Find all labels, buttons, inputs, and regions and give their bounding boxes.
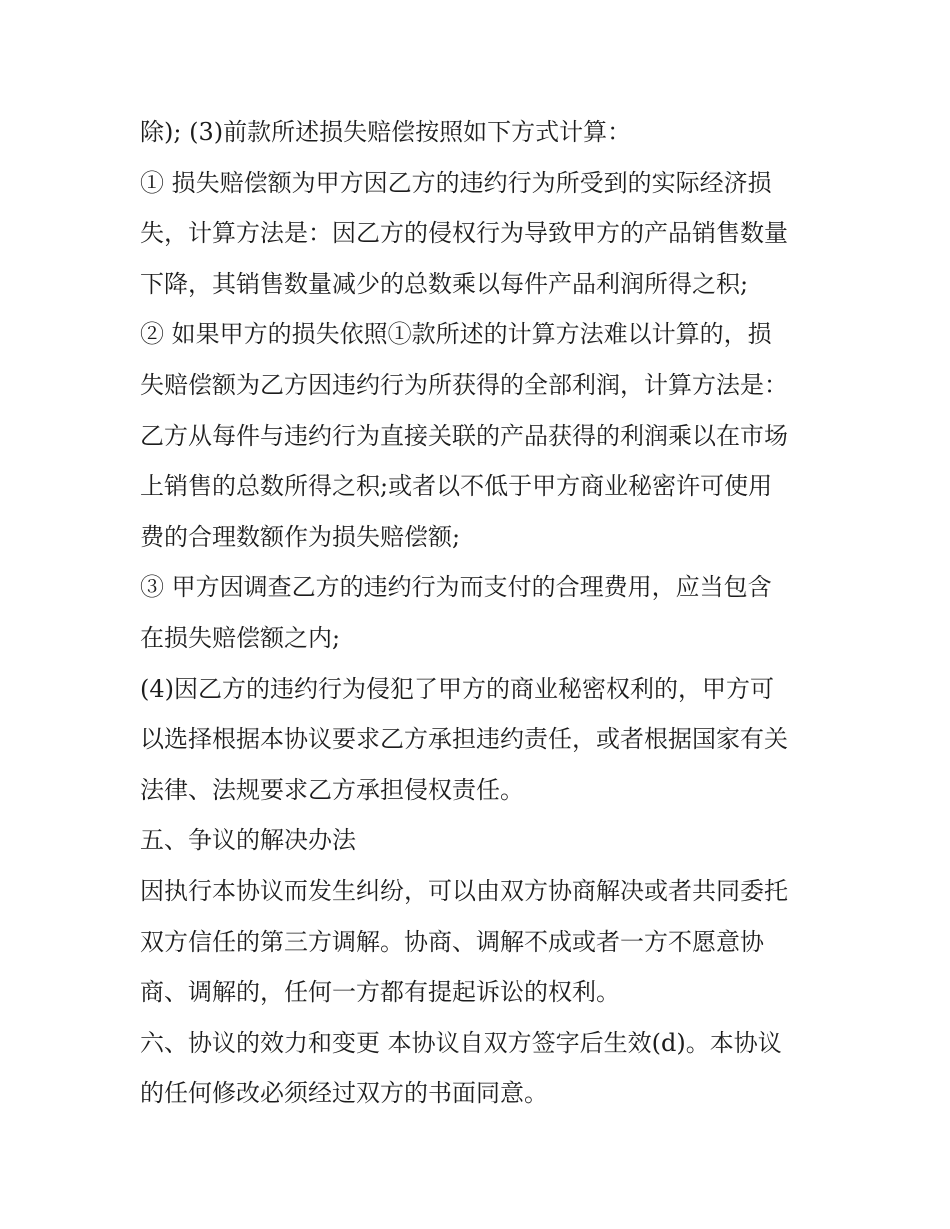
text-line: 因执行本协议而发生纠纷，可以由双方协商解决或者共同委托 — [140, 876, 788, 905]
text-line: 双方信任的第三方调解。协商、调解不成或者一方不愿意协 — [140, 927, 764, 956]
text-line: 的任何修改必须经过双方的书面同意。 — [140, 1079, 548, 1108]
text-line: (4)因乙方的违约行为侵犯了甲方的商业秘密权利的，甲方可 — [140, 674, 774, 703]
text-line: 失赔偿额为乙方因违约行为所获得的全部利润，计算方法是： — [140, 370, 788, 399]
text-line: ① 损失赔偿额为甲方因乙方的违约行为所受到的实际经济损 — [140, 168, 772, 197]
text-line: ③ 甲方因调查乙方的违约行为而支付的合理费用，应当包含 — [140, 573, 772, 602]
text-line: 失，计算方法是：因乙方的侵权行为导致甲方的产品销售数量 — [140, 219, 788, 248]
text-line: 在损失赔偿额之内; — [140, 623, 341, 652]
text-line: 商、调解的，任何一方都有提起诉讼的权利。 — [140, 978, 620, 1007]
text-line: 下降，其销售数量减少的总数乘以每件产品利润所得之积; — [140, 269, 749, 298]
text-line: 乙方从每件与违约行为直接关联的产品获得的利润乘以在市场 — [140, 421, 788, 450]
section-heading: 五、争议的解决办法 — [140, 826, 356, 855]
text-line: ② 如果甲方的损失依照①款所述的计算方法难以计算的，损 — [140, 320, 772, 349]
text-line: 费的合理数额作为损失赔偿额; — [140, 522, 461, 551]
text-line: 除); (3)前款所述损失赔偿按照如下方式计算： — [140, 118, 632, 146]
text-line: 上销售的总数所得之积;或者以不低于甲方商业秘密许可使用 — [140, 472, 773, 501]
text-line: 法律、法规要求乙方承担侵权责任。 — [140, 775, 524, 804]
document-body — [140, 107, 830, 1119]
section-heading: 六、协议的效力和变更 本协议自双方签字后生效(d)。本协议 — [140, 1028, 782, 1057]
text-line: 以选择根据本协议要求乙方承担违约责任，或者根据国家有关 — [140, 725, 788, 754]
